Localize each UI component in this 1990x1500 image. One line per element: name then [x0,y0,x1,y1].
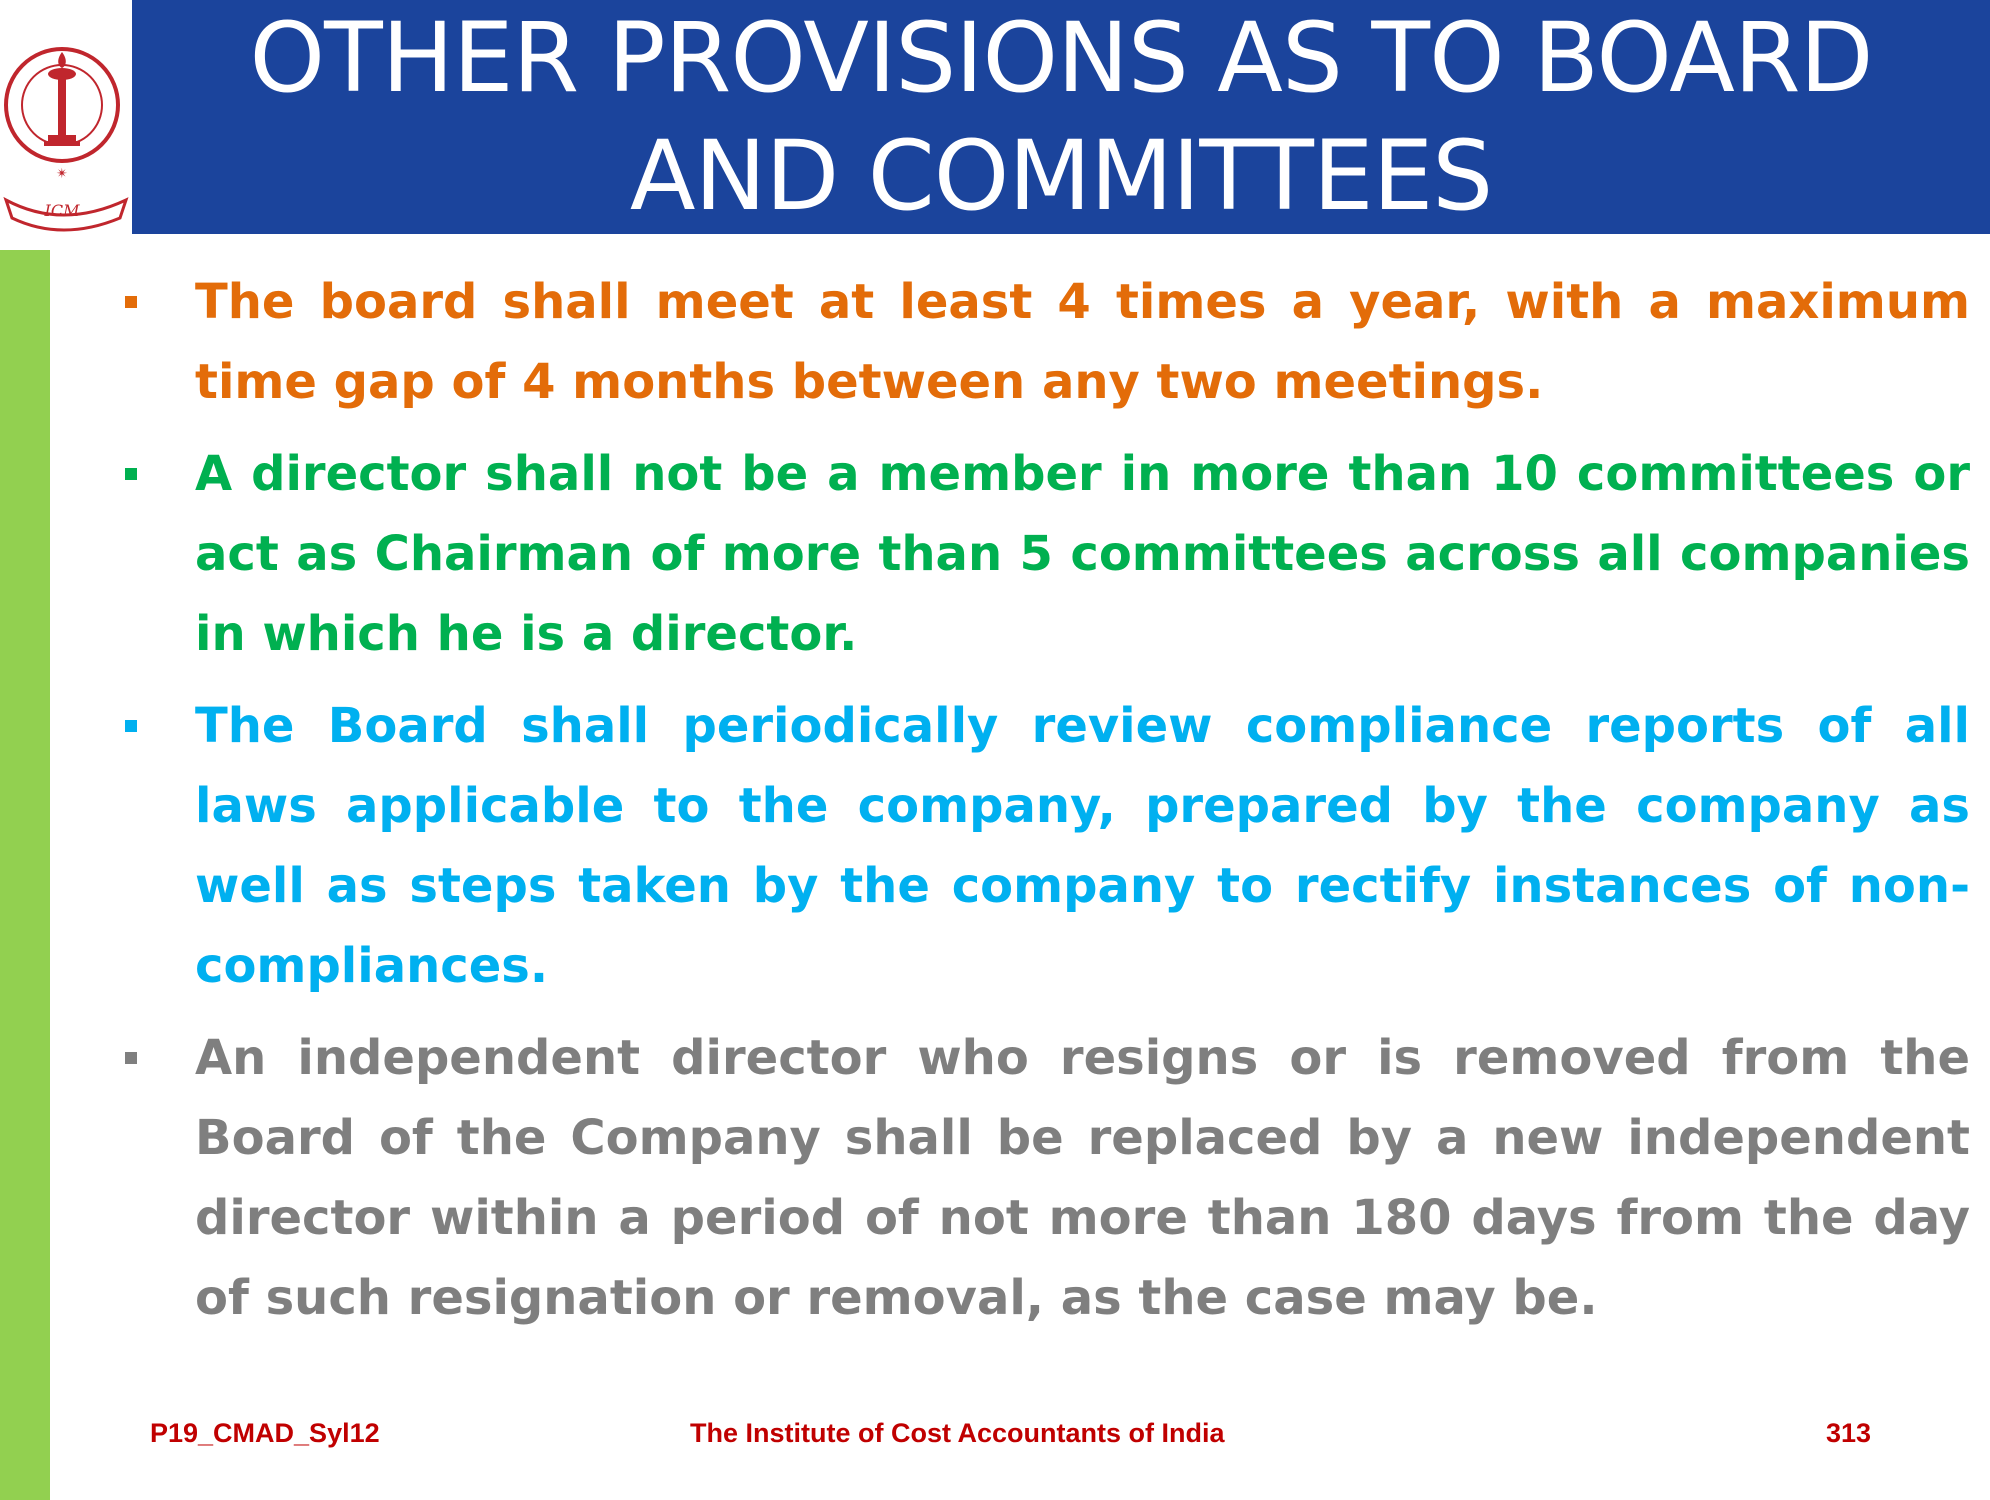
bullet-text: A director shall not be a member in more than 10 committees or act as Chairman of more than 5 committees across all companies in which he is a director. [195,446,1970,662]
footer-institute-name: The Institute of Cost Accountants of India [690,1418,1225,1448]
bullet-text: The board shall meet at least 4 times a year, with a maximum time gap of 4 months between any two meetings. [195,274,1970,410]
bullet-item-independent-director [120,1018,1970,1338]
bullet-list [120,262,1970,1338]
bullet-text: The Board shall periodically review compliance reports of all laws applicable to the company, prepared by the company as well as steps taken by the company to rectify instances of non-compliances. [195,698,1970,994]
slide-content [120,262,1970,1350]
footer-page-number: 313 [1826,1418,1872,1448]
square-bullet-icon [125,720,137,732]
accent-bar [0,250,50,1500]
institute-logo [0,0,132,236]
square-bullet-icon [125,1052,137,1064]
slide-title [250,0,1873,235]
slide-title-line-2: AND COMMITTEES [629,120,1493,232]
bullet-item-compliance-review [120,686,1970,1006]
bullet-text: An independent director who resigns or is removed from the Board of the Company shall be replaced by a new independent director within a period of not more than 180 days from the day of such resignation or removal, as the case may be. [195,1030,1970,1326]
slide-title-line-1: OTHER PROVISIONS AS TO BOARD [249,2,1873,114]
title-banner [132,0,1990,234]
square-bullet-icon [125,468,137,480]
emblem-icon [0,0,132,236]
bullet-item-board-meetings [120,262,1970,422]
svg-text:✴: ✴ [56,166,68,182]
square-bullet-icon [125,296,137,308]
bullet-item-committee-limits [120,434,1970,674]
svg-text:ICM: ICM [44,201,80,220]
footer-course-code: P19_CMAD_Syl12 [150,1418,380,1448]
